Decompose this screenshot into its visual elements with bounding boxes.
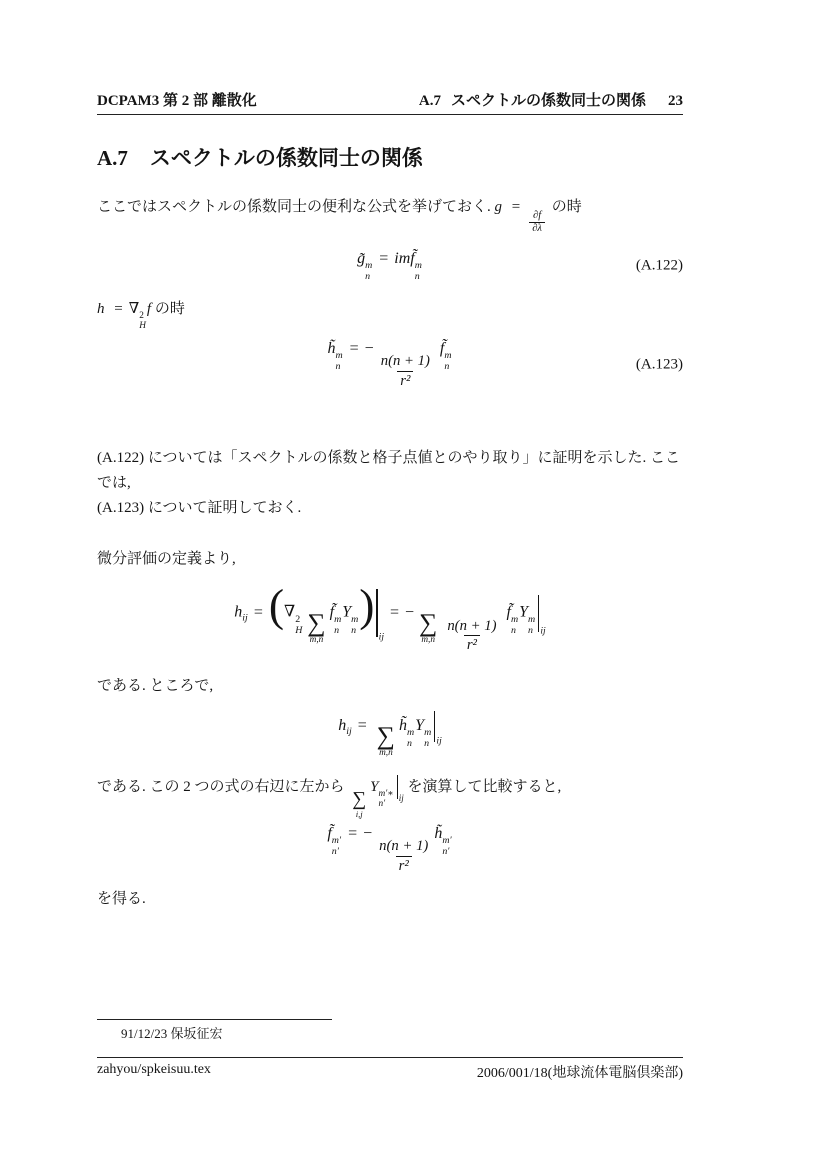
- evaluated-at-bar: [538, 595, 546, 637]
- subscript: n: [424, 738, 430, 750]
- equals-sign: =: [357, 717, 367, 735]
- equation-body: [338, 711, 442, 758]
- proof-line2: (A.123) について証明しておく.: [97, 499, 302, 516]
- superscript: m: [414, 260, 422, 272]
- subscript: n: [335, 361, 341, 373]
- supsub-group: [442, 835, 451, 857]
- header-section-title: スペクトルの係数同士の関係: [450, 93, 646, 109]
- equation-body: [327, 825, 452, 875]
- equation-body: [234, 579, 546, 654]
- superscript: m: [510, 614, 519, 626]
- section-heading: [97, 145, 683, 171]
- supsub-group: [444, 350, 451, 372]
- fraction: [376, 837, 431, 875]
- equation-hij-expansion: [97, 579, 683, 654]
- sigma-symbol: ∑: [419, 607, 438, 637]
- header-right-group: [419, 92, 683, 110]
- subscript: H: [139, 321, 146, 332]
- math-f-tilde: f̃: [439, 339, 445, 357]
- evaluated-at-bar: [376, 589, 384, 643]
- page-header: [97, 92, 683, 110]
- section-number: A.7: [97, 146, 128, 170]
- fraction-denominator: r²: [397, 371, 413, 390]
- derivation-intro: 微分評価の定義より,: [97, 550, 236, 567]
- eval-subscript: ij: [398, 793, 404, 804]
- fraction: [444, 617, 499, 655]
- math-Y: Y: [342, 604, 352, 622]
- header-rule: [97, 114, 683, 115]
- supsub-group: [334, 614, 341, 636]
- supsub-group: [351, 614, 358, 636]
- math-h-tilde: h̃: [399, 717, 408, 735]
- fraction: [378, 352, 433, 390]
- superscript: m: [528, 614, 536, 626]
- math-f: f: [146, 301, 152, 318]
- fraction-numerator: ∂f: [533, 209, 542, 221]
- superscript: m′∗: [378, 788, 394, 799]
- inline-summation: [352, 791, 366, 819]
- equation-body: [327, 340, 452, 390]
- eval-subscript: ij: [540, 625, 546, 637]
- eval-subscript: ij: [436, 735, 442, 747]
- subscript: n: [414, 271, 420, 283]
- math-Y: Y: [519, 604, 529, 622]
- subscript: ij: [346, 726, 352, 738]
- superscript: m: [407, 727, 415, 739]
- fraction-numerator: n(n + 1): [380, 353, 430, 370]
- minus-sign: −: [363, 824, 373, 842]
- evaluated-at-bar: [434, 711, 442, 747]
- eval-subscript: ij: [378, 631, 384, 643]
- footnote-author: 保坂征宏: [170, 1026, 223, 1041]
- header-section-number: A.7: [418, 93, 441, 109]
- equals-sign: =: [511, 199, 521, 215]
- footnote-rule: [97, 1019, 332, 1020]
- superscript: m: [334, 614, 342, 626]
- nabla-symbol: ∇: [284, 604, 296, 622]
- supsub-group: [365, 260, 372, 282]
- math-h: h: [234, 604, 243, 622]
- footer-filename: zahyou/spkeisuu.tex: [97, 1062, 211, 1077]
- equation-body: [357, 250, 423, 282]
- subscript: H: [295, 625, 303, 637]
- math-h-tilde: h̃: [327, 339, 336, 357]
- subscript: n: [407, 738, 412, 750]
- superscript: m: [335, 349, 343, 361]
- subscript: n: [528, 625, 533, 637]
- subscript: n: [510, 625, 516, 637]
- line-tail: の時: [154, 301, 185, 318]
- subscript: n′: [331, 846, 339, 858]
- sigma-symbol: ∑: [307, 607, 326, 637]
- supsub-group: [511, 614, 518, 636]
- equals-sign: =: [114, 301, 123, 318]
- supsub-group: [332, 835, 341, 857]
- intro-tail: の時: [551, 199, 582, 215]
- supsub-group: [335, 350, 342, 372]
- vertical-bar: [538, 595, 539, 632]
- proof-line1: (A.122) については「スペクトルの係数と格子点値とのやり取り」に証明を示した. ここでは,: [97, 449, 681, 491]
- sum-limits: m,n: [309, 635, 324, 646]
- supsub-group: [407, 727, 414, 749]
- math-Y: Y: [370, 778, 379, 795]
- h-definition-line: [97, 297, 683, 332]
- footer-rule: [97, 1057, 683, 1058]
- math-Y: Y: [415, 717, 425, 735]
- footnote: [121, 1023, 223, 1042]
- equation-a122: [97, 251, 683, 281]
- footnote-date: 91/12/23: [121, 1026, 168, 1041]
- math-g: g: [494, 199, 503, 215]
- superscript: m: [424, 727, 432, 739]
- fraction-denominator: r²: [464, 635, 480, 654]
- summation: [376, 720, 396, 759]
- superscript: m′: [442, 835, 452, 847]
- math-f-tilde: f̃: [506, 604, 511, 622]
- fraction-denominator: ∂λ: [529, 222, 545, 235]
- math-im: im: [394, 250, 411, 268]
- math-h: h: [338, 717, 347, 735]
- supsub-group: [139, 311, 146, 332]
- fraction-numerator: n(n + 1): [379, 838, 429, 855]
- summation: [307, 607, 326, 646]
- supsub-group: [379, 789, 394, 810]
- supsub-group: [528, 614, 535, 636]
- subscript: n: [334, 625, 340, 637]
- superscript: m: [444, 349, 452, 361]
- subscript: n′: [442, 846, 450, 858]
- equals-sign: =: [349, 339, 359, 357]
- fraction-denominator: r²: [396, 856, 412, 875]
- summation: [419, 607, 438, 646]
- left-paren: (: [268, 579, 285, 631]
- sum-limits: i,j: [355, 809, 363, 820]
- superscript: 2: [139, 311, 144, 322]
- supsub-group: [295, 614, 302, 636]
- subscript: ij: [242, 613, 248, 625]
- intro-paragraph: [97, 195, 683, 235]
- transition-text: である. ところで,: [97, 677, 214, 694]
- page-content: [97, 92, 683, 912]
- math-f-tilde: f̃: [327, 824, 332, 842]
- proof-paragraph: [97, 446, 683, 521]
- equals-sign: =: [390, 604, 400, 622]
- minus-sign: −: [405, 604, 415, 622]
- equals-sign: =: [348, 824, 358, 842]
- equation-final: [97, 825, 683, 875]
- sigma-symbol: ∑: [352, 789, 367, 811]
- subscript: n: [365, 271, 371, 283]
- math-g-tilde: g̃: [357, 250, 366, 268]
- comparison-pre: である. この 2 つの式の右辺に左から: [97, 778, 345, 795]
- vertical-bar: [434, 711, 435, 741]
- comparison-post: を演算して比較すると,: [407, 778, 562, 795]
- sum-limits: m,n: [379, 748, 393, 759]
- nabla-symbol: ∇: [128, 301, 140, 318]
- page-footer: [97, 1062, 683, 1082]
- supsub-group: [415, 260, 422, 282]
- equation-a123: [97, 339, 683, 389]
- evaluated-at-bar: [397, 775, 404, 804]
- page-number: 23: [668, 93, 683, 109]
- equation-number: (A.123): [635, 356, 683, 373]
- sum-limits: m,n: [421, 635, 435, 646]
- fraction-numerator: n(n + 1): [447, 617, 497, 634]
- superscript: m′: [331, 835, 342, 847]
- header-left-title: DCPAM3 第 2 部 離散化: [97, 93, 257, 109]
- vertical-bar: [376, 589, 377, 637]
- math-h: h: [97, 301, 105, 318]
- subscript: n: [444, 361, 450, 373]
- supsub-group: [424, 727, 431, 749]
- equation-hij-spectral: [97, 707, 683, 763]
- math-f-tilde: f̃: [410, 250, 415, 268]
- intro-text: ここではスペクトルの係数同士の便利な公式を挙げておく.: [97, 199, 491, 215]
- sigma-symbol: ∑: [376, 720, 396, 750]
- vertical-bar: [397, 775, 398, 799]
- equation-number: (A.122): [635, 257, 683, 274]
- right-paren: ): [359, 579, 375, 631]
- comparison-sentence: [97, 775, 683, 819]
- conclusion-text: を得る.: [97, 891, 146, 907]
- equals-sign: =: [379, 250, 389, 268]
- minus-sign: −: [364, 339, 374, 357]
- math-h-tilde: h̃: [434, 824, 443, 842]
- equals-sign: =: [253, 604, 263, 622]
- superscript: 2: [295, 614, 301, 626]
- footer-credit: 2006/001/18(地球流体電脳倶楽部): [476, 1066, 683, 1081]
- section-title: スペクトルの係数同士の関係: [149, 146, 423, 170]
- subscript: n′: [378, 799, 386, 810]
- inline-fraction: [529, 210, 545, 236]
- superscript: m: [351, 614, 359, 626]
- math-f-tilde: f̃: [329, 604, 335, 622]
- superscript: m: [365, 260, 373, 272]
- subscript: n: [351, 625, 357, 637]
